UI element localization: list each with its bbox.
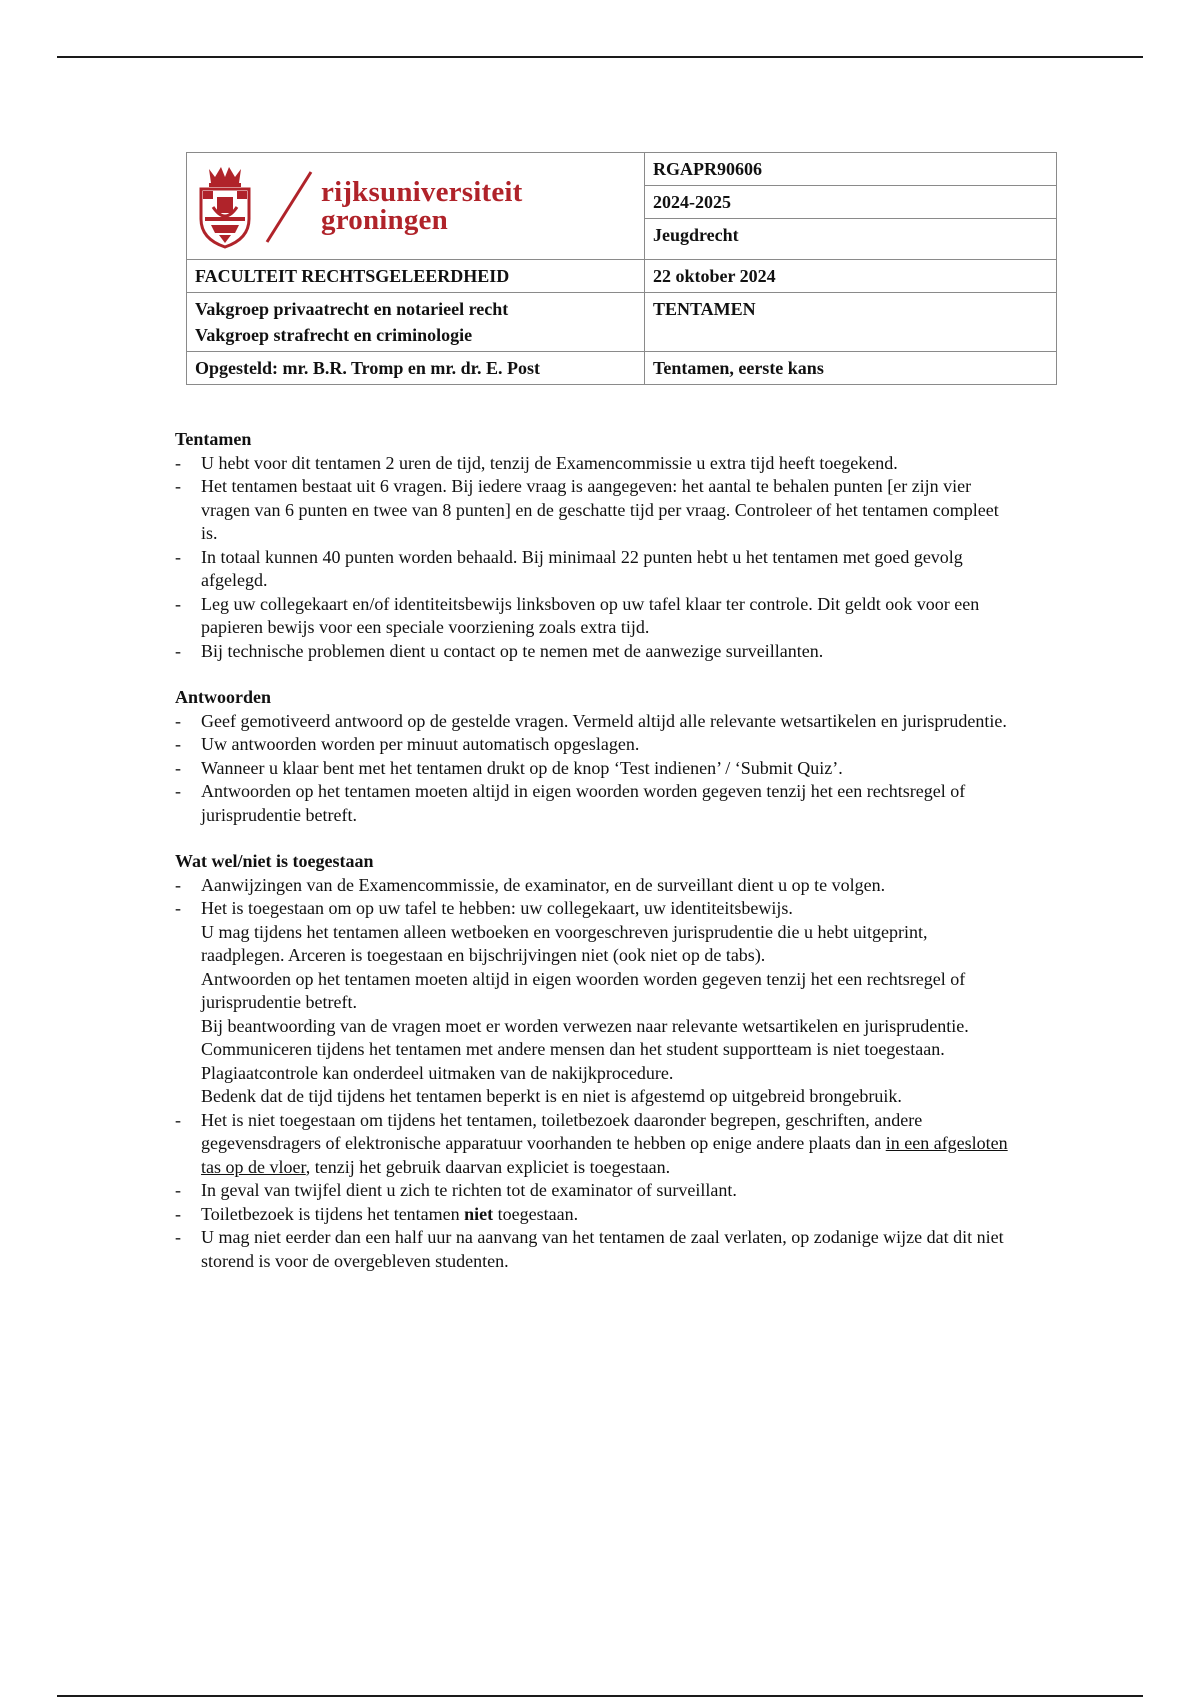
paragraph: U mag tijdens het tentamen alleen wetboeken en voorgeschreven jurisprudentie die u hebt uitgeprint, raadplegen. Arceren is toegestaan en bijschrijvingen niet (ook niet op de tabs). — [201, 921, 928, 965]
list-item-allowed-materials — [175, 897, 1015, 1109]
list-item: - Leg uw collegekaart en/of identiteitsbewijs linksboven op uw tafel klaar ter controle. Dit geldt ook voor een papieren bewijs voor een speciale voorziening zoals extra tijd. — [175, 593, 1015, 640]
text-run: , tenzij het gebruik daarvan expliciet is toegestaan. — [305, 1156, 671, 1177]
text-run: Het is niet toegestaan om tijdens het tentamen, toiletbezoek daaronder begrepen, geschriften, andere gegevensdragers of elektronische apparatuur voorhanden te hebben op enige andere plaats dan — [201, 1109, 923, 1153]
list-item: - Uw antwoorden worden per minuut automatisch opgeslagen. — [175, 733, 1015, 757]
underlined-text: in een afgesloten tas op de vloer — [201, 1133, 1008, 1177]
exam-date: 22 oktober 2024 — [645, 260, 1057, 293]
section-tentamen — [175, 428, 1015, 663]
exam-attempt: Tentamen, eerste kans — [645, 352, 1057, 385]
section-antwoorden — [175, 686, 1015, 827]
top-rule — [57, 56, 1143, 58]
text-run: toegestaan. — [493, 1203, 579, 1224]
exam-header-table — [186, 152, 1057, 385]
department-2: Vakgroep strafrecht en criminologie — [195, 325, 473, 345]
list-item: - U hebt voor dit tentamen 2 uren de tijd, tenzij de Examencommissie u extra tijd heeft toegekend. — [175, 452, 1015, 476]
list-item: - In totaal kunnen 40 punten worden behaald. Bij minimaal 22 punten hebt u het tentamen met goed gevolg afgelegd. — [175, 546, 1015, 593]
academic-year: 2024-2025 — [645, 186, 1057, 219]
logo-line-1: rijksuniversiteit — [321, 176, 523, 208]
university-logo — [187, 154, 644, 258]
list-item: - Antwoorden op het tentamen moeten altijd in eigen woorden worden gegeven tenzij het een rechtsregel of jurisprudentie betreft. — [175, 780, 1015, 827]
instructions-body — [175, 428, 1015, 1273]
list-item — [175, 1109, 1015, 1180]
logo-slash-icon — [259, 166, 319, 246]
section-title-antwoorden: Antwoorden — [175, 687, 272, 707]
list-item: - Aanwijzingen van de Examencommissie, de examinator, en de surveillant dient u op te volgen. — [175, 874, 1015, 898]
logo-cell — [187, 153, 645, 260]
list-item: - U mag niet eerder dan een half uur na aanvang van het tentamen de zaal verlaten, op zodanige wijze dat dit niet storend is voor de overgebleven studenten. — [175, 1226, 1015, 1273]
list-item: - Het tentamen bestaat uit 6 vragen. Bij iedere vraag is aangegeven: het aantal te behalen punten [er zijn vier vragen van 6 punten en twee van 8 punten] en de geschatte tijd per vraag. Controleer of het tentamen compleet is. — [175, 475, 1015, 546]
bottom-rule — [57, 1695, 1143, 1697]
tentamen-list — [175, 452, 1015, 664]
paragraph: Antwoorden op het tentamen moeten altijd in eigen woorden worden gegeven tenzij het een rechtsregel of jurisprudentie betreft. — [201, 968, 966, 1012]
exam-type: TENTAMEN — [645, 293, 1057, 352]
logo-line-2: groningen — [321, 204, 448, 236]
course-code: RGAPR90606 — [645, 153, 1057, 186]
text-run: Toiletbezoek is tijdens het tentamen — [201, 1203, 465, 1224]
paragraph: Communiceren tijdens het tentamen met andere mensen dan het student supportteam is niet toegestaan. Plagiaatcontrole kan onderdeel uitmaken van de nakijkprocedure. — [201, 1039, 945, 1083]
departments-cell — [187, 293, 645, 352]
toegestaan-list — [175, 874, 1015, 1274]
section-title-toegestaan: Wat wel/niet is toegestaan — [175, 851, 374, 871]
list-item — [175, 1203, 1015, 1227]
list-item: - Bij technische problemen dient u contact op te nemen met de aanwezige surveillanten. — [175, 640, 1015, 664]
crest-icon — [195, 163, 255, 249]
section-toegestaan — [175, 850, 1015, 1273]
paragraph: Bedenk dat de tijd tijdens het tentamen beperkt is en niet is afgestemd op uitgebreid brongebruik. — [201, 1086, 902, 1106]
antwoorden-list — [175, 710, 1015, 828]
exam-authors: Opgesteld: mr. B.R. Tromp en mr. dr. E. Post — [187, 352, 645, 385]
list-item: - Wanneer u klaar bent met het tentamen drukt op de knop ‘Test indienen’ / ‘Submit Quiz’. — [175, 757, 1015, 781]
paragraph: Bij beantwoording van de vragen moet er worden verwezen naar relevante wetsartikelen en jurisprudentie. — [201, 1015, 969, 1036]
list-item: - Geef gemotiveerd antwoord op de gestelde vragen. Vermeld altijd alle relevante wetsartikelen en jurisprudentie. — [175, 710, 1015, 734]
course-name: Jeugdrecht — [645, 219, 1057, 260]
department-1: Vakgroep privaatrecht en notarieel recht — [195, 299, 509, 319]
bold-text: niet — [464, 1203, 494, 1224]
faculty-name: FACULTEIT RECHTSGELEERDHEID — [187, 260, 645, 293]
section-title-tentamen: Tentamen — [175, 429, 252, 449]
list-item: - In geval van twijfel dient u zich te richten tot de examinator of surveillant. — [175, 1179, 1015, 1203]
paragraph: - Het is toegestaan om op uw tafel te hebben: uw collegekaart, uw identiteitsbewijs. — [201, 898, 793, 918]
logo-wordmark — [321, 178, 523, 234]
